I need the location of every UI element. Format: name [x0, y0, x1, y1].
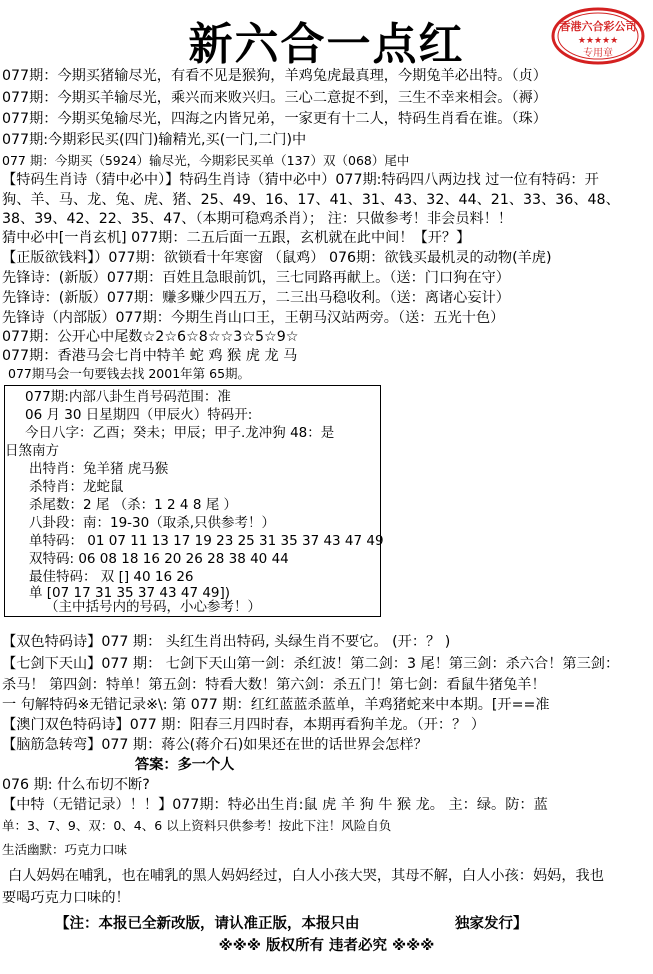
text-line: 077期：今期买羊输尽光，乘兴而来败兴归。三心二意捉不到，三生不幸来相会。（褥） — [2, 90, 547, 106]
box-line: 八卦段：南：19-30（取杀,只供参考！） — [29, 515, 276, 531]
bagua-box — [4, 385, 384, 617]
company-seal — [550, 6, 646, 66]
box-line: 最佳特码： 双 [] 40 16 26 — [29, 569, 194, 585]
text-line: 077期马会一句要钱去找 2001年第 65期。 — [8, 366, 251, 381]
box-line: 06 月 30 日星期四（甲辰火）特码开: — [25, 407, 253, 423]
box-line: 日煞南方 — [5, 443, 59, 459]
box-line: 杀尾数：2 尾 （杀：1 2 4 8 尾 ） — [29, 497, 237, 513]
text-line: 077期：公开心中尾数☆2☆6☆8☆☆3☆5☆9☆ — [2, 329, 299, 345]
text-line: 38、39、42、22、35、47、（本期可稳鸡杀肖）； 注：只做参考！非会员料！！ — [2, 211, 513, 227]
box-line: 077期:内部八卦生肖号码范围：准 — [25, 389, 231, 405]
box-line: 双特码: 06 08 18 16 20 26 28 38 40 44 — [29, 551, 289, 567]
text-line: 单：3、7、9、双：0、4、6 以上资料只供参考！按此下注！风险自负 — [2, 818, 392, 833]
text-line: 077期：今期买兔输尽光，四海之内皆兄弟，一家更有十二人，特码生肖看在谁。（珠） — [2, 111, 547, 127]
text-line: 白人妈妈在哺乳，也在哺乳的黑人妈妈经过，白人小孩大哭，其母不解，白人小孩：妈妈，我也 — [8, 868, 604, 884]
page-title: 新六合一点红 — [188, 19, 465, 70]
text-line: 【澳门双色特码诗】077 期：阳春三月四时春，本期再看狗羊龙。（开：？ ） — [2, 717, 486, 733]
footer-note-end: 独家发行】 — [455, 916, 528, 932]
text-line: 【正版欲钱料】）077期：欲锁看十年寒窗 （鼠鸡） 076期：欲钱买最机灵的动物(羊虎) — [2, 250, 552, 266]
text-line: 【七剑下天山】077 期： 七剑下天山第一剑：杀红波！第二剑：3 尾！第三剑：杀六合！第三剑： — [2, 656, 620, 672]
seal-bottom-text: 专用章 — [583, 48, 613, 59]
text-line: 【双色特码诗】077 期： 头红生肖出特码, 头绿生肖不要它。 (开：？ ) — [2, 634, 451, 650]
footer-note: 【注：本报已全新改版，请认准正版，本报只由 — [55, 916, 360, 932]
text-line: 077 期：今期买（5924）输尽光，今期彩民买单（137）双（068）尾中 — [2, 153, 410, 168]
seal-top-text: 香港六合彩公司 — [559, 20, 637, 33]
answer-line: 答案：多一个人 — [135, 757, 235, 773]
box-line: （主中括号内的号码，小心参考！） — [45, 599, 261, 615]
box-line: 单 [07 17 31 35 37 43 47 49]) — [29, 585, 231, 601]
text-line: 先锋诗：(新版）077期：百姓且急眼前饥，三七同路再献上。（送：门口狗在守） — [2, 270, 510, 286]
text-line: 猜中必中[一肖玄机] 077期：二五后面一五跟，玄机就在此中间！【开？】 — [2, 230, 471, 246]
text-line: 杀马！ 第四剑：特单！第五剑：特看大数！第六剑：杀五门！第七剑：看鼠牛猪兔羊！ — [2, 677, 546, 693]
text-line: 先锋诗：(新版）077期：赚多赚少四五万，二三出马稳收利。（送：离诸心妄计） — [2, 290, 510, 306]
text-line: 狗、羊、马、龙、兔、虎、猪、25、49、16、17、41、31、43、32、44、21、33、36、48、 — [2, 192, 620, 208]
text-line: 要喝巧克力口味的！ — [2, 890, 130, 906]
text-line: 【特码生肖诗（猜中必中）】特码生肖诗（猜中必中）077期:特码四八两边找 过一位有特码：开 — [2, 172, 599, 188]
footer-copyright: ※※※ 版权所有 违者必究 ※※※ — [218, 938, 435, 954]
humor-title: 生活幽默：巧克力口味 — [2, 842, 128, 857]
text-line: 【脑筋急转弯】077 期：蒋公(蒋介石)如果还在世的话世界会怎样？ — [2, 737, 428, 753]
text-line: 077期：香港马会七肖中特羊 蛇 鸡 猴 虎 龙 马 — [2, 348, 298, 364]
text-line: 【中特（无错记录）！！】077期：特必出生肖:鼠 虎 羊 狗 牛 猴 龙。 主：绿。防：蓝 — [2, 797, 548, 813]
text-line: 077期：今期买猪输尽光，有看不见是猴狗，羊鸡兔虎最真理，今期兔羊必出特。（贞） — [2, 68, 547, 84]
text-line: 一 句解特码※无错记录※\: 第 077 期：红红蓝蓝杀蓝单，羊鸡猪蛇来中本期。[开==准 — [2, 697, 550, 713]
box-line: 出特肖：兔羊猪 虎马猴 — [29, 461, 169, 477]
box-line: 杀特肖：龙蛇鼠 — [29, 479, 124, 495]
text-line: 076 期: 什么布切不断? — [2, 777, 150, 793]
box-line: 今日八字：乙酉；癸未；甲辰；甲子.龙冲狗 48：是 — [25, 425, 335, 441]
text-line: 077期:今期彩民买(四门)输精光,买(一门,二门)中 — [2, 132, 307, 148]
box-line: 单特码： 01 07 11 13 17 19 23 25 31 35 37 43 47 49 — [29, 533, 384, 549]
text-line: 先锋诗（内部版）077期：今期生肖山口王，王朝马汉站两旁。（送：五光十色） — [2, 310, 505, 326]
seal-stars: ★★★★★ — [577, 36, 619, 46]
